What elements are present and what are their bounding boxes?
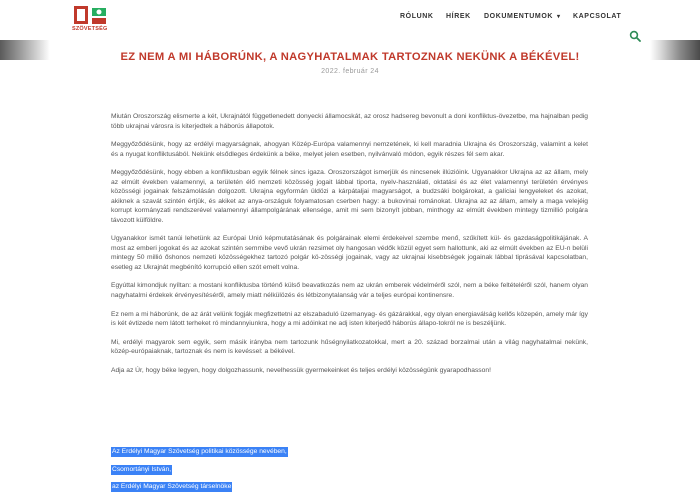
logo-text: SZÖVETSÉG	[72, 26, 108, 32]
signature-line: Az Erdélyi Magyar Szövetség politikai közössége nevében,	[112, 448, 287, 455]
signature-line: Csomortányi István,	[112, 466, 172, 473]
paragraph: Egyúttal kimondjuk nyíltan: a mostani konfliktusba történő külső beavatkozás nem az ukrán emberek védelméről szól, nem a béke feltételéről szól, hanem olyan nagyhatalmi érdekek érvényesítéséről, amely miatt nélkülözés és létbizonytalanság vár a teljes európai kontinensre.	[111, 282, 588, 299]
paragraph: Miután Oroszország elismerte a két, Ukrajnától függetlenedett donyecki államocskát, az orosz hadsereg bevonult a doni konfliktus-övezetbe, ma hajnalban pedig több ukrajnai városra is kiterjedtek a háborús állapotok.	[111, 113, 588, 130]
paragraph: Meggyőződésünk, hogy ebben a konfliktusban egyik félnek sincs igaza. Oroszországot ismerjük és nincsenek illúzióink. Ugyanakkor Ukrajna az az állam, mely az elmúlt években valamennyi, a területén élő nemzeti közösség jogait lábbal tiporta, nyelv-használati, oktatási és az élet valamennyi területén érvényes közösségi jogainak felszámolásán dolgozott. Ukrajna egyformán üldözi a kárpátaljai magyarságot, a budzsáki bolgárokat, a galíciai lengyeleket és azokat, akiknek a szavát szintén értjük, és akiket az anya-országuk folyamatosan cserben hagy: a bukovinai románokat. Ukrajna az az állam, amely a maga velejéig korrupt kormányzati rendszerével valamennyi állampolgárának ellensége, amit mi sem bizonyít jobban, minthogy az elmúlt években mintegy tizmillió polgára távozott külföldre.	[111, 169, 588, 224]
paragraph: Mi, erdélyi magyarok sem egyik, sem másik irányba nem tartozunk hűségnyilatkozatokkal, mert a 20. század borzalmai után a világ nagyhatalmai nekünk, közép-európaiaknak, tartoznak és nem is kevéssel: a békével.	[111, 338, 588, 356]
paragraph: Adja az Úr, hogy béke legyen, hogy dolgozhassunk, nevelhessük gyermekeinket és teljes erdélyi közösségünk gyarapodhasson!	[111, 366, 491, 374]
paragraph: Ez nem a mi háborúnk, de az árát velünk fogják megfizettetni az elszabaduló üzemanyag- és gázárakkal, egy olyan energiaválság kellős közepén, amely már így is két évtizede nem látott terheket ró mindannyiunkra, hogy a mi adóinkat ne adj isten kiterjedő háborús állapo-tokról ne is beszéljünk.	[111, 310, 588, 328]
search-icon[interactable]	[629, 30, 641, 42]
article-title: EZ NEM A MI HÁBORÚNK, A NAGYHATALMAK TARTOZNAK NEKÜNK A BÉKÉVEL!	[120, 51, 580, 63]
article-date: 2022. február 24	[321, 68, 379, 75]
paragraph: Ugyanakkor ismét tanúi lehetünk az Európai Unió képmutatásának és polgárainak elemi érdekeivel szembe menő, szűkített kül- és gazdaságpolitikájának. A most az emberi jogokat és az azokat szintén semmibe vevő ukrán rezsimet oly hangosan védők közül egyet sem hallottunk, aki az elmúlt években az EU-n belüli mintegy 50 millió őshonos nemzeti közösségekhez tartozó polgár kö-zösségi jogainak, vagy az ukrajnai kisebbségek jogainak lábbal tiprásával kapcsolatban, esetleg az Ukrajnát megbénító korrupció ellen szót emelt volna.	[111, 235, 588, 271]
paragraph: Meggyőződésünk, hogy az erdélyi magyarságnak, ahogyan Közép-Európa valamennyi nemzetének, ki kell maradnia Ukrajna és Oroszország, valamint a kelet és a nyugat konfliktusából. Nekünk elsődleges érdekünk a béke, melyet jelen esetben, nyilvánvaló módon, egyik részes fél sem akar.	[111, 141, 588, 158]
nav-kapcsolat[interactable]: KAPCSOLAT	[573, 13, 622, 20]
nav-hirek[interactable]: HÍREK	[446, 13, 471, 20]
article-body	[111, 112, 588, 385]
nav-rolunk[interactable]: RÓLUNK	[400, 13, 434, 20]
nav-dokumentumok[interactable]	[484, 13, 561, 20]
signature-line: az Erdélyi Magyar Szövetség társelnöke	[112, 483, 232, 490]
nav-dokumentumok-label: DOKUMENTUMOK	[484, 13, 554, 20]
chevron-down-icon: ▾	[557, 14, 561, 20]
